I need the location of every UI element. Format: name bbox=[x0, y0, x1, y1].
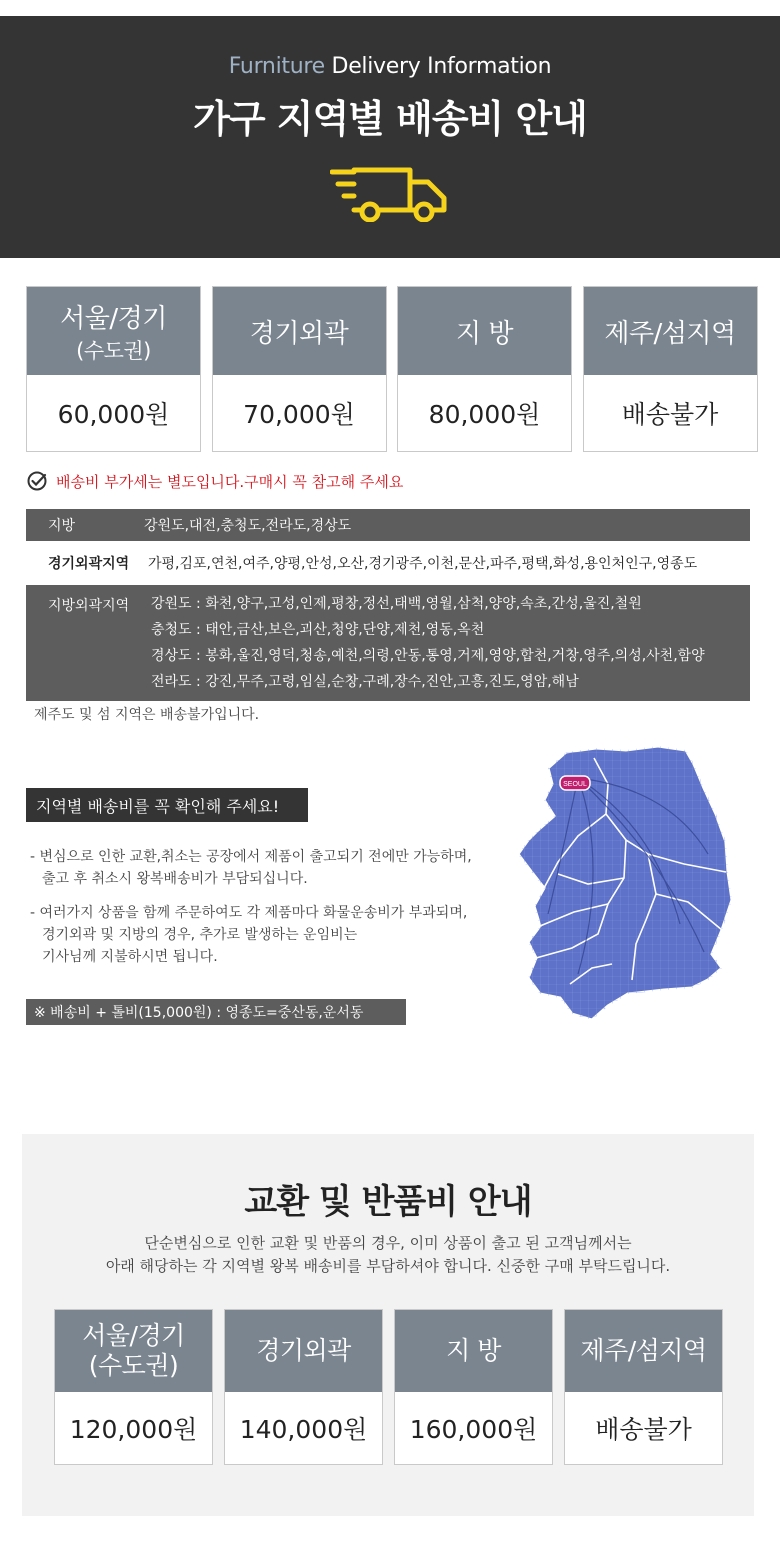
table-row bbox=[26, 509, 750, 541]
row-value: 가평,김포,연천,여주,양평,안성,오산,경기광주,이천,문산,파주,평택,화성,용인처인구,영종도 bbox=[148, 556, 698, 572]
list-item: - 여러가지 상품을 함께 주문하여도 각 제품마다 화물운송비가 부과되며, 경기외곽 및 지방의 경우, 추가로 발생하는 운임비는 기사님께 지불하시면 됩니다. bbox=[30, 905, 468, 965]
fee-card-value: 80,000원 bbox=[428, 400, 541, 429]
list-item: - 변심으로 인한 교환,취소는 공장에서 제품이 출고되기 전에만 가능하며, 출고 후 취소시 왕복배송비가 부담되십니다. bbox=[30, 849, 472, 887]
fee-card-header: 서울/경기 (수도권) bbox=[27, 287, 200, 375]
fee-card-header: 경기외곽 bbox=[213, 287, 386, 375]
row-label: 지방 bbox=[48, 518, 76, 534]
header-banner bbox=[0, 16, 780, 258]
fee-card-header: 지 방 bbox=[395, 1310, 552, 1392]
toll-note: ※ 배송비 + 톨비(15,000원) : 영종도=중산동,운서동 bbox=[26, 999, 406, 1025]
fee-card-value: 120,000원 bbox=[69, 1415, 198, 1444]
fee-card-value: 60,000원 bbox=[57, 400, 170, 429]
korea-map-icon bbox=[508, 744, 758, 1034]
fee-card-jeju bbox=[583, 286, 758, 452]
exchange-card-jeju bbox=[564, 1309, 723, 1465]
jeju-note: 제주도 및 섬 지역은 배송불가입니다. bbox=[34, 707, 260, 723]
row-value: 강원도,대전,충청도,전라도,경상도 bbox=[144, 518, 352, 534]
map-label: SEOUL bbox=[563, 781, 587, 788]
fee-card-value: 160,000원 bbox=[409, 1415, 538, 1444]
fee-card-seoul bbox=[26, 286, 201, 452]
exchange-description: 단순변심으로 인한 교환 및 반품의 경우, 이미 상품이 출고 된 고객님께서는 아래 해당하는 각 지역별 왕복 배송비를 부담하셔야 합니다. 신중한 구매 부탁드립니다. bbox=[105, 1234, 671, 1275]
delivery-fee-cards bbox=[26, 286, 758, 452]
fee-card-value: 배송불가 bbox=[595, 1415, 692, 1444]
info-box-title: 지역별 배송비를 꼭 확인해 주세요! bbox=[26, 788, 308, 822]
row-value: 강원도 : 화천,양구,고성,인제,평창,정선,태백,영월,삼척,양양,속초,간성,울진,철원 충청도 : 태안,금산,보은,괴산,청양,단양,제천,영동,옥천 경상도 : 봉화,울진,영덕,청송,예천,의령,안동,통영,거제,영양,합천,거창,영주,의성,사천,함양 전라도 : 강진,무주,고령,임실,순창,구례,장수,진안,고흥,진도,영암,해남 bbox=[151, 596, 705, 690]
exchange-card-seoul bbox=[54, 1309, 213, 1465]
fee-card-header: 경기외곽 bbox=[225, 1310, 382, 1392]
fee-card-header: 제주/섬지역 bbox=[565, 1310, 722, 1392]
truck-icon bbox=[330, 166, 450, 222]
exchange-title: 교환 및 반품비 안내 bbox=[244, 1182, 532, 1222]
page-title: 가구 지역별 배송비 안내 bbox=[193, 97, 587, 141]
table-row bbox=[26, 543, 750, 583]
fee-card-header: 제주/섬지역 bbox=[584, 287, 757, 375]
fee-card-header: 서울/경기 (수도권) bbox=[55, 1310, 212, 1392]
exchange-fee-cards bbox=[54, 1309, 723, 1465]
fee-card-value: 70,000원 bbox=[243, 400, 355, 429]
fee-card-province bbox=[397, 286, 572, 452]
exchange-card-province bbox=[394, 1309, 553, 1465]
notice-text: 배송비 부가세는 별도입니다.구매시 꼭 참고해 주세요 bbox=[56, 472, 404, 491]
fee-card-value: 140,000원 bbox=[239, 1415, 368, 1444]
vat-notice bbox=[26, 470, 403, 492]
region-table bbox=[26, 509, 750, 701]
fee-card-header: 지 방 bbox=[398, 287, 571, 375]
check-circle-icon bbox=[26, 470, 48, 492]
exchange-card-outer-gyeonggi bbox=[224, 1309, 383, 1465]
row-label: 경기외곽지역 bbox=[48, 556, 130, 572]
row-label: 지방외곽지역 bbox=[48, 598, 130, 614]
table-row bbox=[26, 585, 750, 701]
fee-card-value: 배송불가 bbox=[621, 400, 719, 429]
header-subtitle: Furniture Delivery Information bbox=[228, 54, 552, 79]
info-bullets bbox=[30, 846, 472, 980]
fee-card-outer-gyeonggi bbox=[212, 286, 387, 452]
